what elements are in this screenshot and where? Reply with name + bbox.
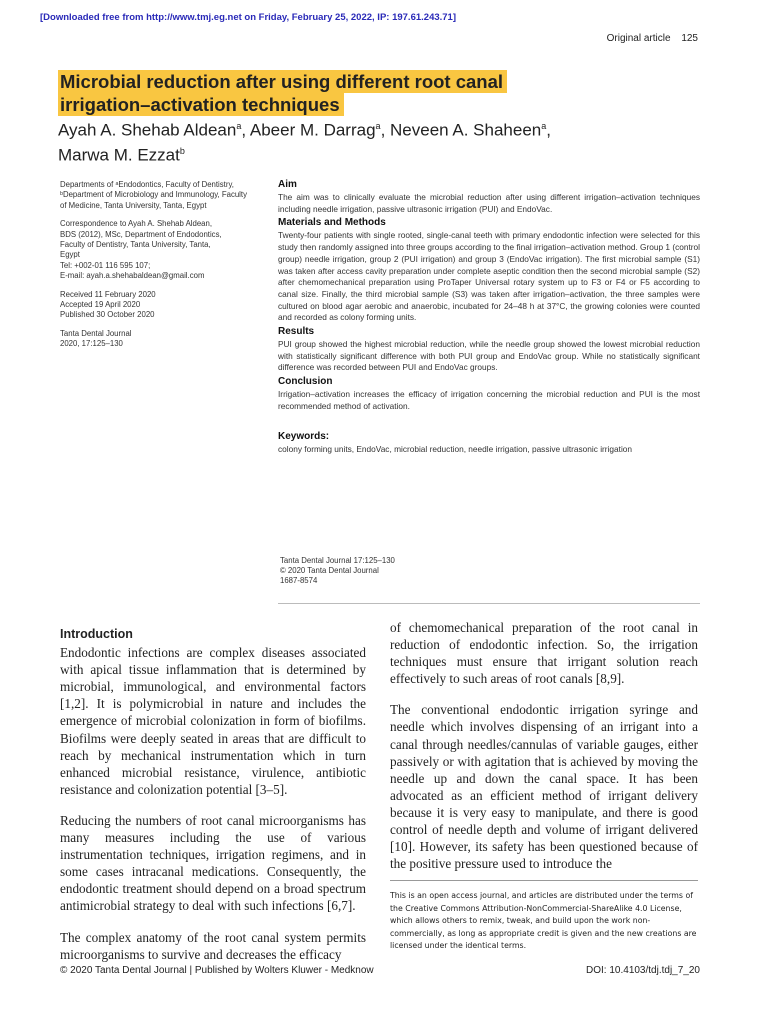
correspondence-line: Faculty of Dentistry, Tanta University, Tanta, [60,240,211,250]
author-line-1 [58,116,698,141]
body-paragraph: Reducing the numbers of root canal microorganisms has many measures including the use of various instrumentation techniques, irrigation regimens, and in some cases intracanal medications. Consequently, the endodontic treatment should depend on a broad spectrum antimicrobial strategy to deal with such infections [6,7]. [60,812,366,914]
title-line-1: Microbial reduction after using different root canal [58,70,507,93]
abstract-meta [280,556,500,587]
author-separator: , [546,120,551,140]
page-number: 125 [681,33,698,44]
received-date: Received 11 February 2020 [60,289,156,299]
author-list [58,116,698,165]
keywords-heading: Keywords: [278,430,330,442]
affiliations: Departments of ᵃEndodontics, Faculty of Dentistry, ᵇDepartment of Microbiology and Immunology, Faculty of Medicine, Tanta University, Tanta, Egypt [60,180,247,210]
aim-text: The aim was to clinically evaluate the microbial reduction after using different irrigation–activation techniques including needle irrigation, passive ultrasonic irrigation (PUI) and EndoVac. [278,192,700,214]
license-notice: This is an open access journal, and articles are distributed under the terms of the Creative Commons Attribution-NonCommercial-ShareAlike 4.0 License, which allows others to remix, tweak, and build upon the work non-commercially, as long as appropriate credit is given and the new creations are licensed under the identical terms. [390,891,697,951]
author-name: Neveen A. Shaheen [390,120,542,140]
section-label: Original article [606,33,671,44]
issn-line: 1687-8574 [280,576,318,586]
correspondence-line: Egypt [60,250,80,260]
results-text: PUI group showed the highest microbial reduction, while the needle group showed the lowest microbial reduction with statistically significant difference with both PUI group and EndoVac group. While no statistically significant difference was recorded between PUI and EndoVac groups. [278,339,700,373]
footer-copyright: © 2020 Tanta Dental Journal | Published by Wolters Kluwer - Medknow [60,965,374,976]
body-paragraph: of chemomechanical preparation of the root canal in reduction of endodontic infection. So, the irrigation techniques must ensure that irrigant solution reach effectively to such areas of root canals [8,9]. [390,620,698,687]
methods-text: Twenty-four patients with single rooted, single-canal teeth with primary endodontic infection were selected for this study then randomly assigned into three groups according to the final irrigation–activation method. Group 1 (control group) needle irrigation, group 2 (PUI irrigation) and group 3 (EndoVac irrigation). The first microbial sample (S1) was taken after access cavity preparation under complete aseptic condition then the second microbial sample (S2) after chemomechanical preparation using ProTaper Universal rotary system up to F3 or F4 or F5 according to canal size. Finally, the third microbial sample (S3) was taken after irrigation–activation, the three samples were cultured on blood agar aerobic and anaerobic, incubated for 24–48 h at 37°C, the growing colonies were counted and recorded as colony forming units. [278,230,700,323]
author-affiliation: b [179,145,185,156]
article-title [58,70,598,116]
correspondence-line: BDS (2012), MSc, Department of Endodontics, [60,229,222,239]
license-divider [390,880,698,881]
article-meta-sidebar [60,180,250,358]
journal-citation [60,329,250,350]
correspondence [60,219,250,281]
author-line-2 [58,141,698,166]
body-paragraph: The complex anatomy of the root canal system permits microorganisms to survive and decreases the efficacy [60,929,366,962]
body-column-right [390,619,698,886]
author-name: Abeer M. Darrag [249,120,376,140]
abstract-divider [278,603,700,604]
body-column-left [60,626,366,977]
conclusion-heading: Conclusion [278,376,333,388]
article-dates [60,290,250,321]
conclusion-text: Irrigation–activation increases the efficacy of irrigation concerning the microbial reduction and PUI is the most recommended method of activation. [278,389,700,411]
keywords-text: colony forming units, EndoVac, microbial reduction, needle irrigation, passive ultrasonic irrigation [278,443,633,454]
copyright-line: © 2020 Tanta Dental Journal [280,566,379,576]
correspondence-line: Correspondence to Ayah A. Shehab Aldean, [60,219,213,229]
title-line-2: irrigation–activation techniques [58,93,344,116]
author-name: Marwa M. Ezzat [58,145,180,165]
body-paragraph: The conventional endodontic irrigation syringe and needle which involves dispensing of an irrigant into a canal through needles/cannulas of variable gauges, either passively or with agitation that is achieved by moving the needle up and down the canal space. It has been advocated as an efficient method of irrigant delivery because it is very easy to manipulate, and there is good control of needle depth and volume of irrigant delivered [10]. However, its safety has been questioned because of the positive pressure used to introduce the [390,702,698,872]
correspondence-phone: Tel: +002-01 116 595 107; [60,260,151,270]
methods-heading: Materials and Methods [278,217,386,229]
download-banner: [Downloaded free from http://www.tmj.eg.net on Friday, February 25, 2022, IP: 197.61.243.71] [40,12,457,23]
accepted-date: Accepted 19 April 2020 [60,300,141,310]
results-heading: Results [278,326,315,338]
introduction-heading: Introduction [60,627,133,641]
author-name: Ayah A. Shehab Aldean [58,120,237,140]
author-separator: , [380,120,391,140]
running-header [599,33,698,44]
author-affiliation: a [375,121,381,131]
footer-doi[interactable]: DOI: 10.4103/tdj.tdj_7_20 [586,965,700,976]
journal-name: Tanta Dental Journal [60,328,132,338]
published-date: Published 30 October 2020 [60,310,155,320]
abstract [278,179,700,457]
author-separator: , [241,120,250,140]
aim-heading: Aim [278,179,297,190]
body-paragraph: Endodontic infections are complex diseases associated with apical tissue inflammation that is determined by microbial, immunological, and environmental factors [1,2]. It is polymicrobial in nature and includes the emergence of microbial colonization in form of biofilms. Biofilms were deeply seated in areas that are difficult to reach by mechanical instrumentation which in turn enhanced microbial resistance, virulence, antibiotic resistance and colonization potential [3–5]. [60,645,366,797]
author-affiliation: a [236,121,242,131]
journal-volume: 2020, 17:125–130 [60,339,123,349]
journal-citation-line: Tanta Dental Journal 17:125–130 [280,556,395,565]
correspondence-email[interactable]: E-mail: ayah.a.shehabaldean@gmail.com [60,271,205,281]
author-affiliation: a [541,121,547,131]
